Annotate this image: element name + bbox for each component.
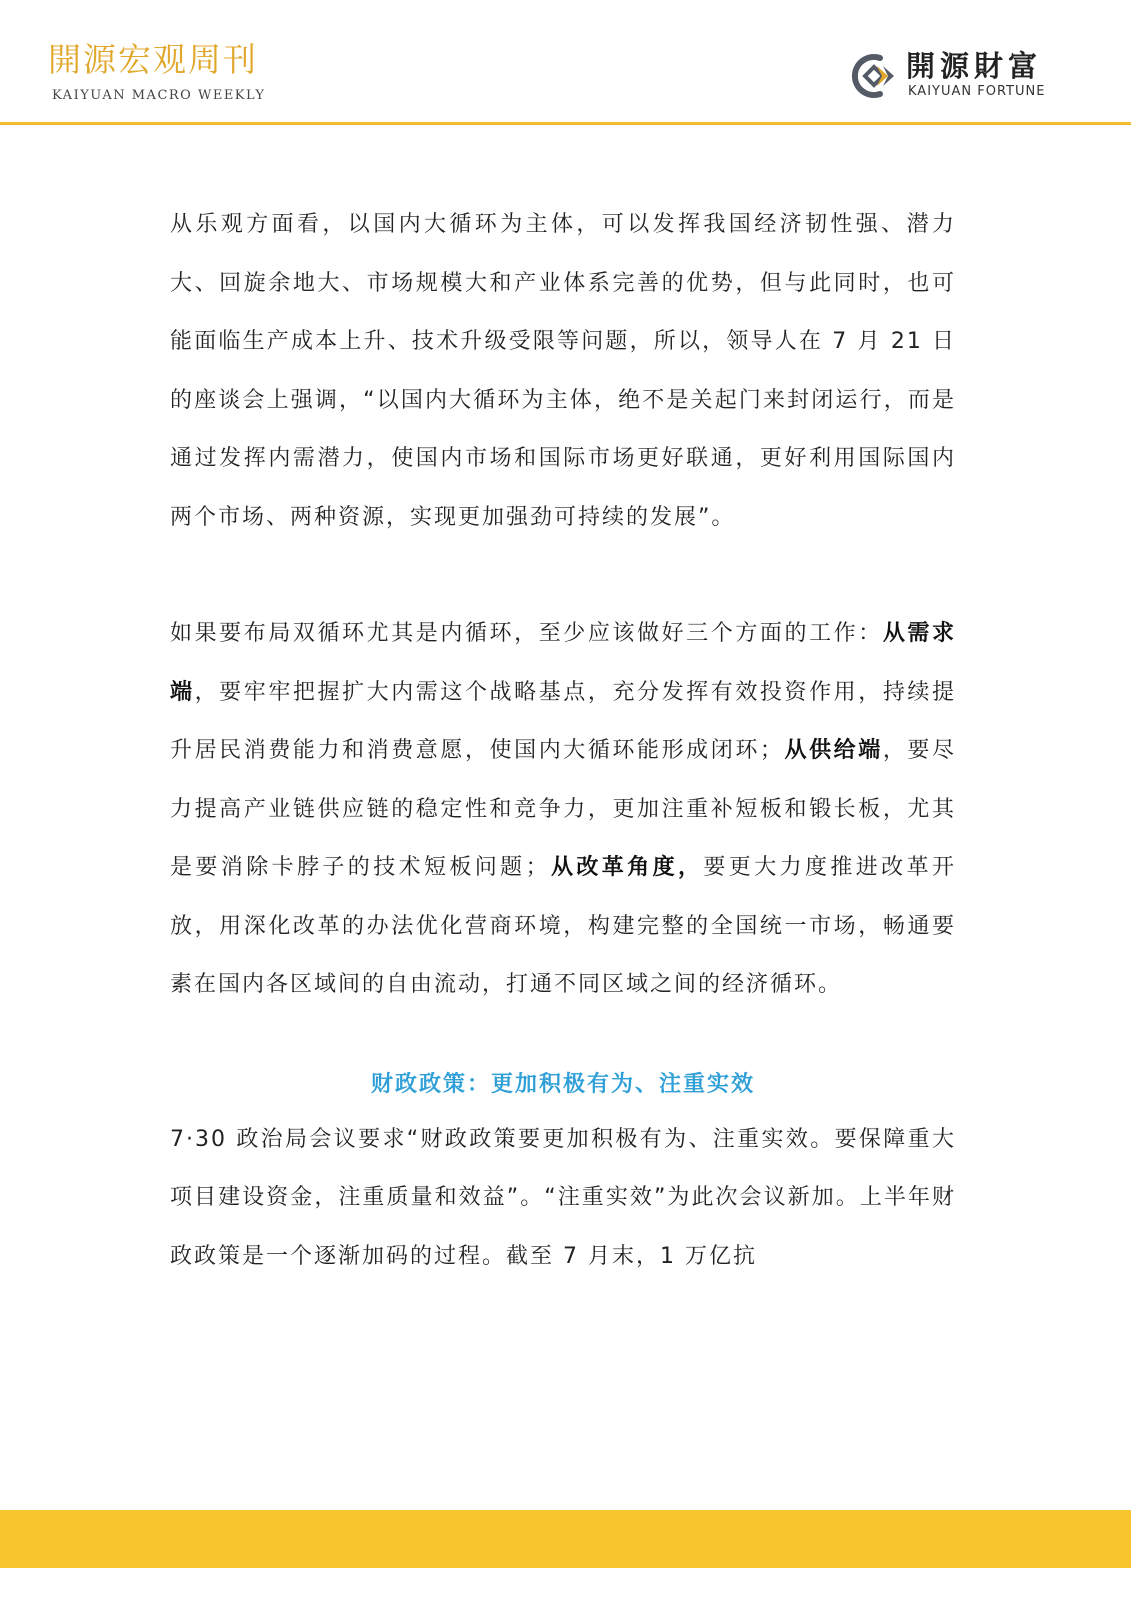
logo-wordmark-cn: 開源財富 [906,49,1043,83]
emphasis-demand-side: 从需求端 [170,621,956,705]
footer-band [0,1510,1131,1568]
demand-side-text: ，要牢牢把握扩大内需这个战略基点，充分发挥有效投资作用，持续提升居民消费能力和消费意愿，使国内大循环能形成闭环； [170,679,956,763]
reform-text: 要更大力度推进改革开放，用深化改革的办法优化营商环境，构建完整的全国统一市场，畅通要素在国内各区域间的自由流动，打通不同区域之间的经济循环。 [170,855,956,997]
publication-subtitle: KAIYUAN MACRO WEEKLY [52,88,266,103]
article-body [170,196,956,1286]
paragraph-fiscal-policy: 7·30 政治局会议要求“财政政策要更加积极有为、注重实效。要保障重大项目建设资金，注重质量和效益”。“注重实效”为此次会议新加。上半年财政政策是一个逐渐加码的过程。截至 7 月末，1 万亿抗 [170,1126,956,1269]
emphasis-reform: 从改革角度， [549,855,704,880]
logo-wordmark-en: KAIYUAN FORTUNE [908,84,1046,99]
publication-title: 開源宏观周刊 [48,40,258,79]
paragraph-dual-circulation [170,605,956,1015]
page-header [0,0,1131,126]
supply-side-text: ，要尽力提高产业链供应链的稳定性和竞争力，更加注重补短板和锻长板，尤其是要消除卡脖子的技术短板问题； [170,738,956,880]
paragraph-intro: 如果要布局双循环尤其是内循环，至少应该做好三个方面的工作： [170,621,883,646]
kaiyuan-logo-icon [850,52,898,100]
section-heading-fiscal-policy: 财政政策：更加积极有为、注重实效 [370,1071,755,1097]
header-divider [0,122,1131,125]
company-logo [850,48,1080,104]
emphasis-supply-side: 从供给端 [783,738,883,763]
paragraph-optimistic-view: 从乐观方面看，以国内大循环为主体，可以发挥我国经济韧性强、潜力大、回旋余地大、市场规模大和产业体系完善的优势，但与此同时，也可能面临生产成本上升、技术升级受限等问题，所以，领导人在 7 月 21 日的座谈会上强调，“以国内大循环为主体，绝不是关起门来封闭运行，而是通过发挥内需潜力，使国内市场和国际市场更好联通，更好利用国际国内两个市场、两种资源，实现更加强劲可持续的发展”。 [170,212,956,530]
